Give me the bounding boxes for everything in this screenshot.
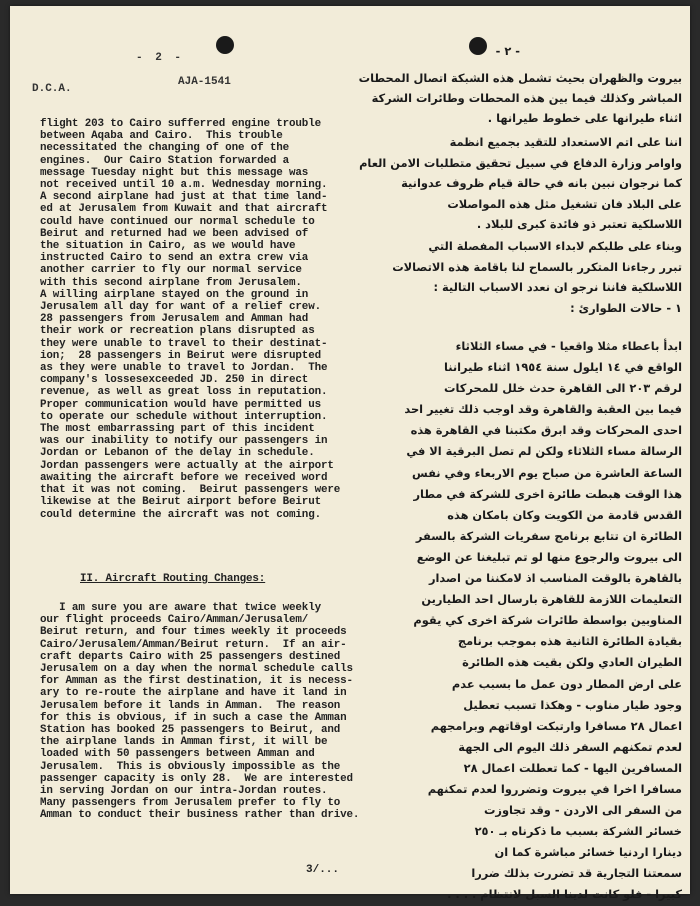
text-line: they were unable to travel to their destinat- <box>40 337 328 350</box>
text-line: Beirut and returned had we been advised of <box>40 227 309 240</box>
text-line: with this second airplane from Jerusalem. <box>40 276 302 289</box>
arabic-text-line: وجود طيار مناوب - وهكذا تسبب تعطيل <box>463 697 682 712</box>
arabic-text-line: الواقع في ١٤ ايلول سنة ١٩٥٤ اثناء طيراننا <box>443 360 682 375</box>
text-line: Amman to conduct their business rather than drive. <box>40 809 360 822</box>
text-line: loaded with 50 passengers between Amman and <box>40 748 315 761</box>
text-line: Jordan or Lebanon of the delay in schedule. <box>40 447 315 460</box>
text-line: I am sure you are aware that twice weekly <box>40 602 321 614</box>
arabic-text-line: بقيادة الطائرة الثانية هذه بموجب برنامج <box>457 634 682 649</box>
arabic-text-line: بيروت والظهران بحيث تشمل هذه الشبكة اتصال المحطات <box>358 71 682 85</box>
text-line: Station has booked 25 passengers to Beirut, and <box>40 724 341 737</box>
section-heading-arabic: ١ - حالات الطوارئ : <box>570 301 682 315</box>
arabic-text-line: هذا الوقت هبطت طائرة اخرى للشركة في مطار <box>413 486 682 501</box>
text-line: Beirut return, and four times weekly it proceeds <box>40 626 347 639</box>
page-number: - 2 - <box>136 52 185 64</box>
text-line: passenger capacity is only 28. We are interested <box>40 772 353 785</box>
arabic-text-line: اللاسلكية تعتبر ذو فائدة كبرى للبلاد . <box>476 217 682 231</box>
text-line: Many passengers from Jerusalem prefer to fly to <box>40 797 341 810</box>
text-line: another carrier to fly our normal service <box>40 264 302 277</box>
arabic-text-line: المباشر وكذلك فيما بين هذه المحطات وطائرات الشركة <box>371 91 682 105</box>
arabic-block-3 <box>337 236 682 298</box>
text-line: Jerusalem all day for want of a relief crew. <box>40 301 321 314</box>
text-line: A willing airplane stayed on the ground in <box>40 288 309 301</box>
text-line: their work or recreation plans disrupted as <box>40 325 315 338</box>
arabic-text-line: المسافرين اليها - كما تعطلت اعمال ٢٨ <box>463 760 682 775</box>
text-line: craft departs Cairo with 25 passengers destined <box>40 650 341 663</box>
text-line: ed at Jerusalem from Kuwait and that aircraft <box>40 203 328 216</box>
text-line: Jordan passengers were actually at the airport <box>40 459 334 472</box>
arabic-text-line: وبناء على طلبكم لابداء الاسباب المفصلة التي <box>428 239 682 253</box>
text-line: for this is obvious, if in such a case the Amman <box>40 711 347 724</box>
arabic-text-line: اننا على اتم الاستعداد للتقيد بجميع انظمة <box>449 135 682 149</box>
text-line: necessitated the changing of one of the <box>40 142 290 155</box>
text-line: Jerusalem before it lands in Amman. The reason <box>40 699 341 712</box>
arabic-block-1 <box>337 68 682 128</box>
english-paragraph-2 <box>40 602 359 822</box>
text-line: ion; 28 passengers in Beirut were disrupted <box>40 349 321 362</box>
text-line: the situation in Cairo, as we would have <box>40 240 296 253</box>
text-line: revenue, as well as great loss in reputation. <box>40 386 328 399</box>
arabic-text-line: اثناء طيرانها على خطوط طيرانها . <box>487 111 682 125</box>
text-line: could have continued our normal schedule to <box>40 215 315 228</box>
arabic-text-line: دينارا اردنيا خسائر مباشرة كما ان <box>494 845 682 860</box>
text-line: A second airplane had just at that time land- <box>40 191 328 204</box>
text-line: ary to re-route the airplane and have it land in <box>40 687 347 700</box>
arabic-block-4 <box>337 336 682 906</box>
punch-hole <box>216 36 234 54</box>
arabic-text-line: من السفر الى الاردن - وقد تجاوزت <box>483 803 682 818</box>
arabic-text-line: كما نرجوان نبين بانه في حالة قيام ظروف عدوانية <box>401 176 682 190</box>
text-line: between Aqaba and Cairo. This trouble <box>40 130 283 143</box>
text-line: instructed Cairo to send an extra crew via <box>40 252 309 265</box>
english-paragraph-1 <box>40 118 340 521</box>
text-line: that it was not coming. Beirut passengers were <box>40 484 341 497</box>
arabic-text-line: المناوبين بواسطة طائرات شركة اخرى كي يقوم <box>413 613 682 628</box>
arabic-text-line: واوامر وزارة الدفاع في سبيل تحقيق متطلبات الامن العام <box>359 155 682 170</box>
text-line: in serving Jordan on our intra-Jordan routes. <box>40 785 328 798</box>
text-line: the airplane lands in Amman first, it will be <box>40 736 328 749</box>
arabic-text-line: مسافرا اخرا في بيروت وتضرروا لعدم تمكنهم <box>427 781 682 796</box>
arabic-text-line: سمعتنا التجارية قد تضررت بذلك ضررا <box>471 866 682 881</box>
text-line: our flight proceeds Cairo/Amman/Jerusalem/ <box>40 614 309 627</box>
text-line: likewise at the Beirut airport before Beirut <box>40 496 321 509</box>
text-line: engines. Our Cairo Station forwarded a <box>40 154 290 167</box>
text-line: could determine the aircraft was not coming. <box>40 508 321 521</box>
arabic-text-line: الرسالة مساء الثلاثاء ولكن لم تصل البرقية الا في <box>406 444 682 459</box>
text-line: company's lossesexceeded JD. 250 in direct <box>40 374 309 387</box>
arabic-text-line: الى بيروت والرجوع منها لو تم تبليغنا عن الوضع <box>416 549 682 564</box>
arabic-text-line: اعمال ٢٨ مسافرا وارتبكت اوقاتهم وبرامجهم <box>430 718 682 733</box>
section-heading-english: II. Aircraft Routing Changes: <box>80 573 266 585</box>
text-line: message Tuesday night but this message was <box>40 166 309 179</box>
arabic-text-line: الساعة العاشرة من صباح يوم الاربعاء وفي نفس <box>412 465 682 480</box>
arabic-page-number: - ٢ - <box>495 44 520 58</box>
arabic-block-2 <box>337 132 682 235</box>
text-line: 28 passengers from Jerusalem and Amman had <box>40 313 309 326</box>
arabic-text-line: التعليمات اللازمة للقاهرة بارسال احد الطيارين <box>421 592 682 607</box>
arabic-text-line: خسائر الشركة بسبب ما ذكرناه بـ ٢٥٠ <box>474 824 682 839</box>
text-line: awaiting the aircraft before we received word <box>40 471 328 484</box>
arabic-text-line: بالقاهرة بالوقت المناسب اذ لامكننا من اصدار <box>428 571 682 586</box>
text-line: was our inability to notify our passengers in <box>40 435 328 448</box>
arabic-text-line: على ارض المطار دون عمل ما بسبب عدم <box>451 676 682 691</box>
text-line: Proper communication would have permitted us <box>40 398 321 411</box>
page-footer: 3/... <box>306 864 340 876</box>
text-line: as they were unable to travel to Jordan. The <box>40 362 328 375</box>
text-line: for Amman as the first destination, it is necess- <box>40 675 353 688</box>
ref-left: D.C.A. <box>32 83 72 95</box>
arabic-text-line: الطائرة ان تتابع برنامج سفريات الشركة بالسفر <box>415 528 682 543</box>
arabic-text-line: لرقم ٢٠٣ الى القاهرة حدث خلل للمحركات <box>444 381 682 396</box>
arabic-text-line: القدس قادمة من الكويت وكان بامكان هذه <box>447 507 682 522</box>
text-line: to operate our schedule without interruption. <box>40 410 328 423</box>
text-line: The most embarrassing part of this incident <box>40 423 315 436</box>
document-page <box>10 6 690 902</box>
arabic-text-line: اللاسلكية فاننا نرجو ان نعدد الاسباب التالية : <box>433 280 682 294</box>
arabic-text-line: لعدم تمكنهم السفر ذلك اليوم الى الجهة <box>458 739 682 754</box>
text-line: not received until 10 a.m. Wednesday morning. <box>40 179 328 192</box>
text-line: Jerusalem on a day when the normal schedule calls <box>40 663 353 676</box>
arabic-text-line: احدى المحركات وقد ابرق مكتبنا في القاهرة هذه <box>410 423 682 438</box>
text-line: Jerusalem. This is obviously impossible as the <box>40 760 341 773</box>
text-line: flight 203 to Cairo sufferred engine trouble <box>40 118 321 130</box>
arabic-text-line: تبرر رجاءنا المتكرر بالسماح لنا باقامة هذه الاتصالات <box>392 259 682 274</box>
arabic-text-line: على البلاد فان تشغيل مثل هذه المواصلات <box>447 196 682 211</box>
arabic-text-line: الطيران العادي ولكن بقيت هذه الطائرة <box>462 655 682 670</box>
arabic-text-line: ابدأ باعطاء مثلا واقعيا - في مساء الثلاثاء <box>455 339 682 353</box>
ref-code: AJA-1541 <box>178 76 231 88</box>
arabic-text-line: فيما بين العقبة والقاهرة وقد اوجب ذلك تغيير احد <box>404 402 682 417</box>
arabic-text-line: كبيرا - فلو كانت لدينا السبل لانتظام . . . . <box>447 887 682 902</box>
text-line: Cairo/Jerusalem/Amman/Beirut return. If an air- <box>40 638 347 651</box>
